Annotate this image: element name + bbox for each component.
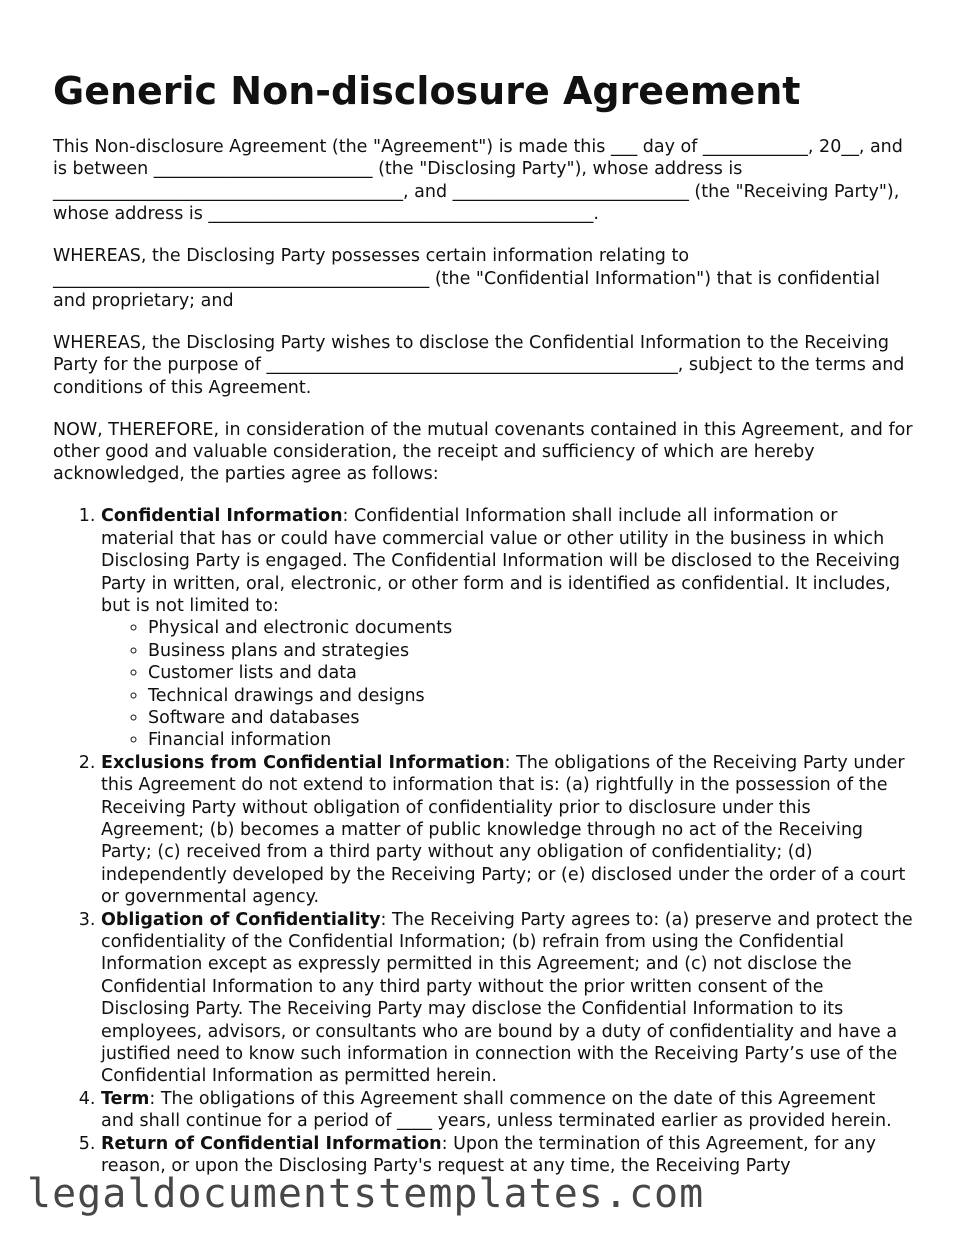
section-text: : The obligations of the Receiving Party under this Agreement do not extend to information that is: (a) rightfully in the possession of the Receiving Party without obligation of confidentiality prior to disclosure under this Agreement; (b) becomes a matter of public knowledge through no act of the Receiving Party; (c) received from a third party without any obligation of confidentiality; (d) independently developed by the Receiving Party; or (e) disclosed under the order of a court or governmental agency. bbox=[101, 752, 906, 908]
section-confidential-information bbox=[101, 505, 913, 751]
list-item: ◦ Physical and electronic documents bbox=[148, 617, 913, 639]
section-text: : Confidential Information shall include all information or material that has or could have commercial value or other utility in the business in which Disclosing Party is engaged. The Confidential Information will be disclosed to the Receiving Party in written, oral, electronic, or other form and is identified as confidential. It includes, but is not limited to: bbox=[101, 506, 901, 616]
section-heading: Term bbox=[101, 1088, 150, 1109]
section-text: : Upon the termination of this Agreement, for any reason, or upon the Disclosing Party's request at any time, the Receiving Party bbox=[101, 1133, 877, 1177]
section-text: : The Receiving Party agrees to: (a) preserve and protect the confidentiality of the Confidential Information; (b) refrain from using the Confidential Information except as expressly permitted in this Agreement; and (c) not disclose the Confidential Information to any third party without the prior written consent of the Disclosing Party. The Receiving Party may disclose the Confidential Information to its employees, advisors, or consultants who are bound by a duty of confidentiality and have a justified need to know such information in connection with the Receiving Party’s use of the Confidential Information as permitted herein. bbox=[101, 909, 913, 1087]
list-item: ◦ Software and databases bbox=[148, 707, 913, 729]
section-term bbox=[101, 1088, 913, 1133]
section-exclusions bbox=[101, 752, 913, 909]
whereas-paragraph-2: WHEREAS, the Disclosing Party wishes to disclose the Confidential Information to the Receiving Party for the purpose of _______________________________________________, subject to the terms and conditions of this Agreement. bbox=[53, 332, 905, 398]
list-item: ◦ Business plans and strategies bbox=[148, 640, 913, 662]
intro-paragraph: This Non-disclosure Agreement (the "Agreement") is made this ___ day of ____________, 20__, and is between _________________________ (the "Disclosing Party"), whose address is ________________________________________, and ___________________________ (the "Receiving Party"), whose address is ____________________________________________. bbox=[53, 137, 903, 225]
sections-list bbox=[53, 505, 913, 1177]
confidential-info-sublist bbox=[101, 617, 913, 751]
list-item: ◦ Financial information bbox=[148, 729, 913, 751]
document-page bbox=[53, 62, 913, 1177]
now-therefore-paragraph: NOW, THEREFORE, in consideration of the mutual covenants contained in this Agreement, and for other good and valuable consideration, the receipt and sufficiency of which are hereby acknowledged, the parties agree as follows: bbox=[53, 419, 913, 485]
section-heading: Return of Confidential Information bbox=[101, 1133, 442, 1154]
section-return-of-confidential-information bbox=[101, 1133, 913, 1178]
document-title: Generic Non-disclosure Agreement bbox=[53, 69, 801, 113]
section-heading: Confidential Information bbox=[101, 506, 343, 527]
watermark-text: legaldocumentstemplates.com bbox=[27, 1171, 705, 1217]
whereas-paragraph-1: WHEREAS, the Disclosing Party possesses certain information relating to ___________________________________________ (the "Confidential Information") that is confidential and proprietary; and bbox=[53, 246, 880, 311]
list-item: ◦ Customer lists and data bbox=[148, 662, 913, 684]
section-obligation-of-confidentiality bbox=[101, 909, 913, 1088]
section-text: : The obligations of this Agreement shall commence on the date of this Agreement and shall continue for a period of ____ years, unless terminated earlier as provided herein. bbox=[101, 1088, 892, 1132]
section-heading: Obligation of Confidentiality bbox=[101, 909, 381, 930]
section-heading: Exclusions from Confidential Information bbox=[101, 752, 505, 773]
list-item: ◦ Technical drawings and designs bbox=[148, 685, 913, 707]
